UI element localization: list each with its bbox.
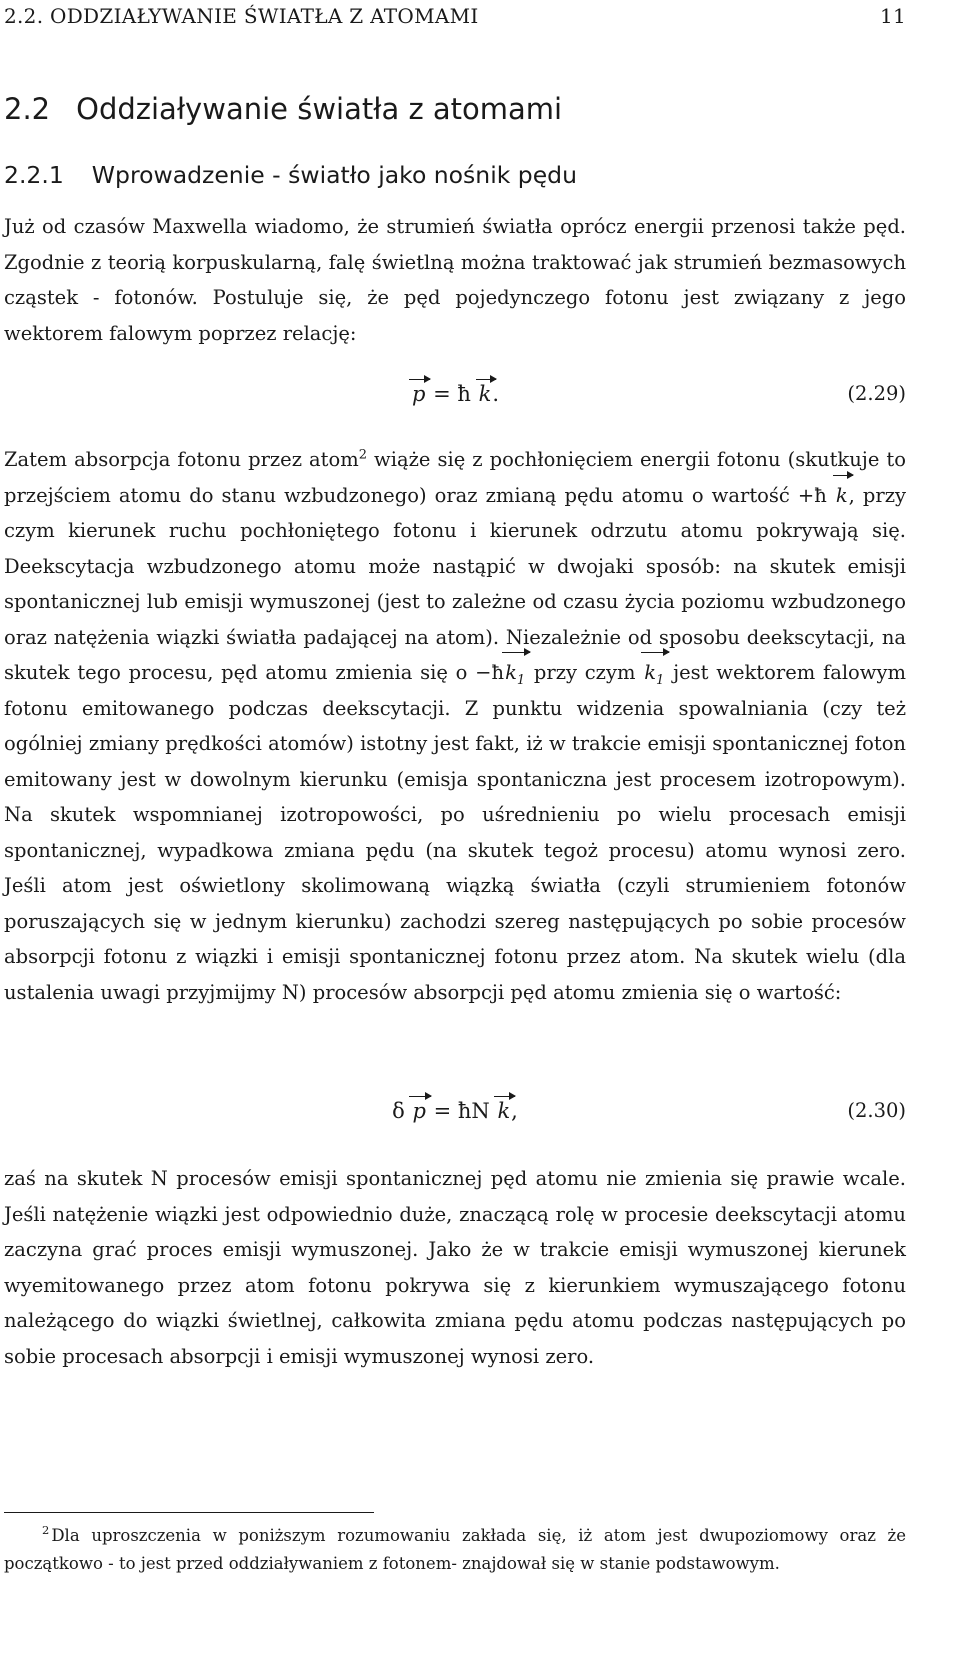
page-number: 11	[879, 4, 906, 28]
equation-end: ,	[511, 1099, 518, 1123]
subsection-title: Wprowadzenie - światło jako nośnik pędu	[91, 161, 577, 189]
equation-number: (2.29)	[847, 382, 906, 405]
paragraph-1: Już od czasów Maxwella wiadomo, że strumień światła oprócz energii przenosi także pęd. Zgodnie z teorią korpuskularną, falę świetlną można traktować jak strumień bezmasowych cząstek - fotonów. Postuluje się, że pęd pojedynczego fotonu jest związany z jego wektorem falowym poprzez relację:	[4, 215, 906, 345]
vector-k: k	[478, 382, 492, 406]
running-head-title: 2.2. ODDZIAŁYWANIE ŚWIATŁA Z ATOMAMI	[4, 4, 479, 28]
footnote-mark: 2	[42, 1523, 50, 1537]
equation-2-29	[4, 378, 906, 418]
subsection-number: 2.2.1	[4, 161, 64, 189]
footnote	[4, 1516, 906, 1578]
vector-k: k	[835, 478, 849, 514]
delta-symbol: δ	[392, 1099, 412, 1123]
equation-body	[4, 1099, 906, 1123]
vector-k: k	[497, 1099, 511, 1123]
running-head	[4, 4, 906, 34]
section-number: 2.2	[4, 92, 51, 126]
vector-symbol: k	[644, 661, 657, 684]
text-run: jest wektorem falowym fotonu emitowanego podczas deekscytacji. Z punktu widzenia spowalniania (czy też ogólniej zmiany prędkości atomów) istotny jest fakt, iż w trakcie emisji spontanicznej foton emitowany jest w dowolnym kierunku (emisja spontaniczna jest procesem izotropowym). Na skutek wspomnianej izotropowości, po uśrednieniu po wielu procesach emisji spontanicznej, wypadkowa zmiana pędu (na skutek tegoż procesu) atomu wynosi zero. Jeśli atom jest oświetlony skolimowaną wiązką światła (czyli strumieniem fotonów poruszających się w jednym kierunku) zachodzi szereg następujących po sobie procesów absorpcji fotonu z wiązki i emisji spontanicznej fotonu przez atom. Na skutek wielu (dla ustalenia uwagi przyjmijmy N) procesów absorpcji pęd atomu zmienia się o wartość:	[4, 661, 906, 1004]
footnote-reference: 2	[358, 447, 367, 463]
text-run: przy czym	[526, 661, 644, 684]
vector-symbol: k	[505, 661, 517, 684]
subsection-heading	[4, 161, 577, 189]
equation-end: .	[492, 382, 500, 406]
vector-p: p	[411, 382, 426, 406]
vector-k1	[504, 655, 526, 691]
vector-p: p	[412, 1099, 426, 1123]
equation-operator: = ħ	[426, 382, 478, 406]
section-title: Oddziaływanie światła z atomami	[76, 92, 563, 126]
equation-body	[4, 382, 906, 406]
paragraph-3: zaś na skutek N procesów emisji spontanicznej pęd atomu nie zmienia się prawie wcale. Jeśli natężenie wiązki jest odpowiednio duże, znaczącą rolę w procesie deekscytacji atomu zaczyna grać proces emisji wymuszonej. Jako że w trakcie emisji wymuszonej kierunek wyemitowanego przez atom fotonu pokrywa się z kierunkiem wymuszającego fotonu należącego do wiązki świetlnej, całkowita zmiana pędu atomu podczas następujących po sobie procesach absorpcji i emisji wymuszonej wynosi zero.	[4, 1167, 906, 1368]
footnote-divider	[4, 1512, 374, 1513]
footnote-text: Dla uproszczenia w poniższym rozumowaniu zakłada się, iż atom jest dwupoziomowy oraz że początkowo - to jest przed oddziaływaniem z fotonem- znajdował się w stanie podstawowym.	[4, 1526, 906, 1573]
text-run: Zatem absorpcja fotonu przez atom	[4, 448, 359, 471]
vector-k1	[643, 655, 665, 691]
vector-subscript: 1	[656, 672, 665, 688]
paragraph-2	[4, 442, 906, 1010]
vector-subscript: 1	[516, 672, 526, 688]
equation-operator: = ħN	[426, 1099, 497, 1123]
text-run: , przy czym kierunek ruchu pochłoniętego fotonu i kierunek odrzutu atomu pokrywają się. Deekscytacja wzbudzonego atomu może nastąpić w dwojaki sposób: na skutek emisji spontanicznej lub emisji wymuszonej (jest to zależne od czasu życia poziomu wzbudzonego oraz natężenia wiązki światła padającej na atom). Niezależnie od sposobu deekscytacji, na skutek tego procesu, pęd atomu zmienia się o −ħ	[4, 483, 906, 684]
section-heading	[4, 92, 562, 126]
equation-number: (2.30)	[847, 1099, 906, 1122]
text-run: wiąże się z pochłonięciem energii fotonu (skutkuje to przejściem atomu do stanu wzbudzonego) oraz zmianą pędu atomu o wartość +ħ	[4, 448, 907, 507]
equation-2-30	[4, 1095, 906, 1135]
